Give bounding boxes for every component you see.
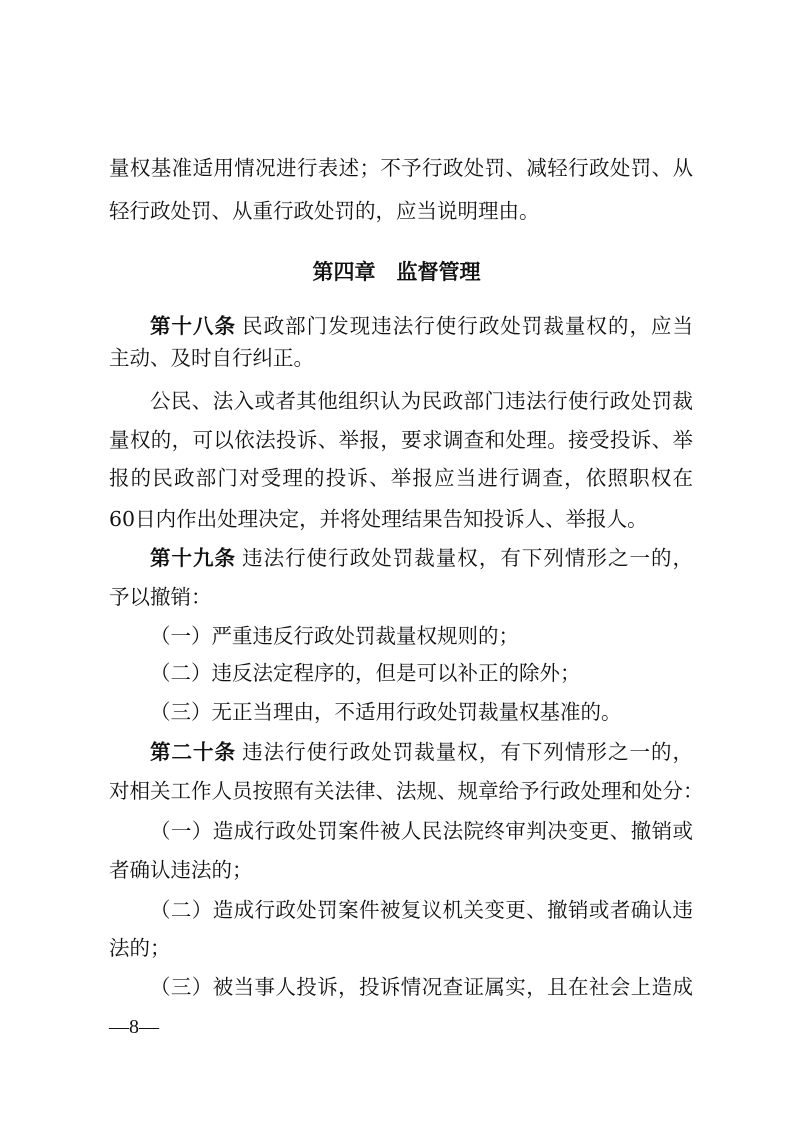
text-line	[109, 779, 704, 803]
text-line	[109, 428, 693, 452]
text-line	[109, 585, 693, 609]
text-line	[150, 314, 693, 338]
text-line	[150, 819, 693, 843]
line-text: 报的民政部门对受理的投诉、举报应当进行调查，依照职权在	[109, 466, 693, 490]
line-text: 违法行使行政处罚裁量权，有下列情形之一的，	[242, 546, 694, 570]
line-text: 主动、及时自行纠正。	[109, 346, 314, 370]
line-text: 者确认违法的；	[109, 858, 253, 882]
text-line	[109, 858, 693, 882]
text-line	[109, 507, 693, 531]
line-text: 公民、法入或者其他组织认为民政部门违法行使行政处罚裁	[150, 389, 693, 413]
article-number: 第十九条	[150, 546, 237, 570]
text-line	[109, 346, 693, 370]
article-number: 第十八条	[150, 314, 237, 338]
line-text: 量权的，可以依法投诉、举报，要求调查和处理。接受投诉、举	[109, 428, 693, 452]
line-text: 对相关工作人员按照有关法律、法规、规章给予行政处理和处分：	[109, 779, 704, 803]
page-number: —8—	[109, 1016, 159, 1038]
chapter-heading: 第四章 监督管理	[312, 260, 481, 284]
line-text: 民政部门发现违法行使行政处罚裁量权的，应当	[242, 314, 694, 338]
text-line	[109, 199, 693, 223]
text-line	[150, 661, 693, 685]
line-text: 60日内作出处理决定，并将处理结果告知投诉人、举报人。	[109, 507, 648, 531]
line-text: （一）造成行政处罚案件被人民法院终审判决变更、撤销或	[150, 819, 693, 843]
line-text: 轻行政处罚、从重行政处罚的，应当说明理由。	[109, 199, 540, 223]
text-line	[109, 466, 693, 490]
line-text: （二）违反法定程序的，但是可以补正的除外；	[150, 661, 581, 685]
text-line	[109, 156, 693, 180]
article-number: 第二十条	[150, 740, 237, 764]
line-text: （一）严重违反行政处罚裁量权规则的；	[150, 624, 519, 648]
line-text: （二）造成行政处罚案件被复议机关变更、撤销或者确认违	[150, 898, 693, 922]
text-line	[150, 624, 693, 648]
line-text: 予以撤销：	[109, 585, 212, 609]
line-text: （三）无正当理由，不适用行政处罚裁量权基准的。	[150, 700, 622, 724]
text-line	[150, 389, 693, 413]
line-text: 法的；	[109, 936, 171, 960]
line-text: 量权基准适用情况进行表述；不予行政处罚、减轻行政处罚、从	[109, 156, 693, 180]
text-line	[150, 740, 693, 764]
text-line	[150, 975, 693, 999]
text-line	[150, 546, 693, 570]
line-text: 违法行使行政处罚裁量权，有下列情形之一的，	[242, 740, 694, 764]
text-line	[150, 898, 693, 922]
line-text: （三）被当事人投诉，投诉情况查证属实，且在社会上造成	[150, 975, 693, 999]
text-line	[150, 700, 693, 724]
text-line	[109, 936, 693, 960]
